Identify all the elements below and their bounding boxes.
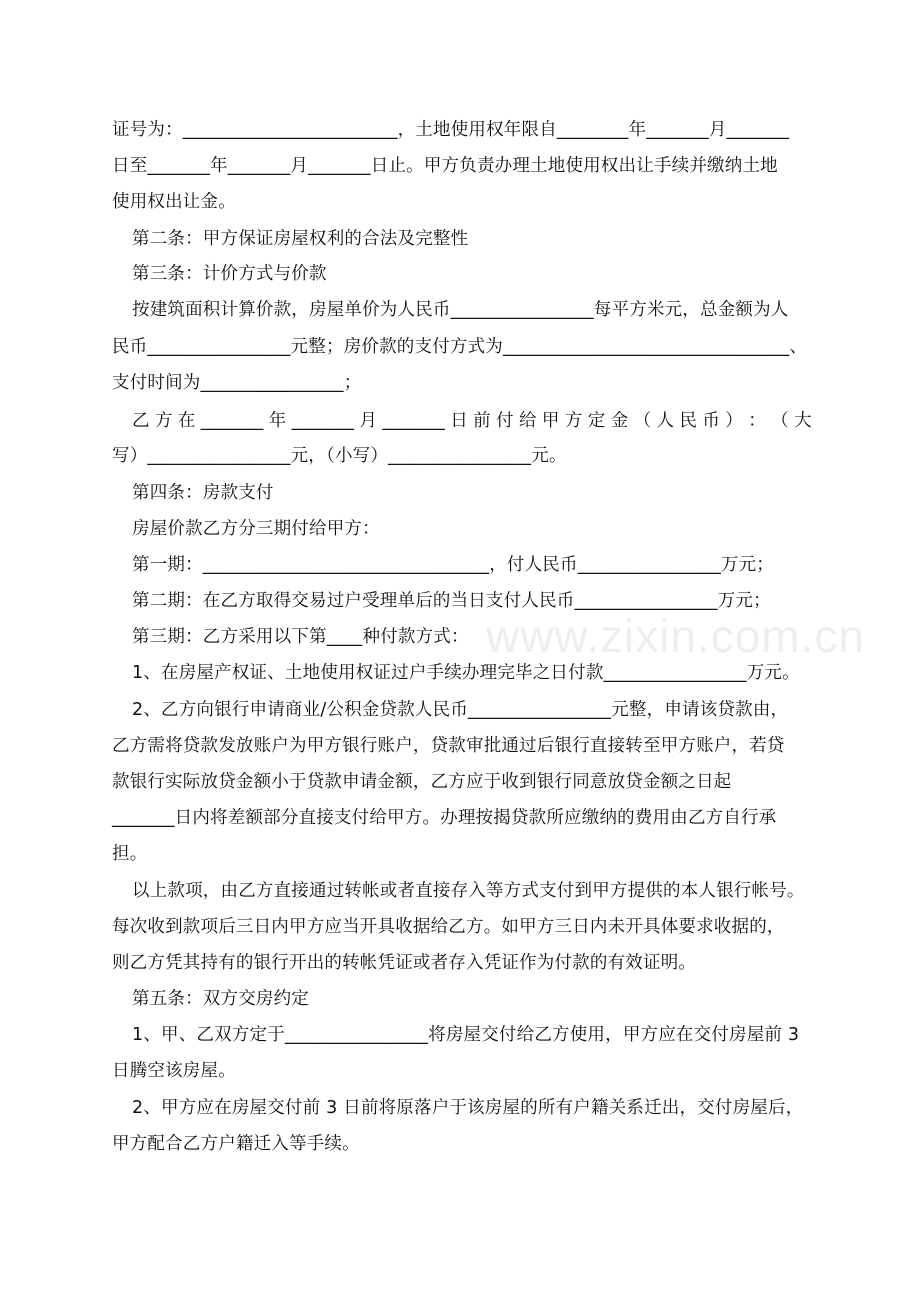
deposit-token: 在 (177, 411, 196, 431)
text-line: 以上款项，由乙方直接通过转帐或者直接存入等方式支付到甲方提供的本人银行帐号。 (132, 881, 805, 901)
deposit-token: 方 (564, 411, 583, 431)
deposit-token: 大 (794, 411, 812, 431)
deposit-token: _______ (382, 411, 446, 431)
deposit-token: 金 (610, 411, 629, 431)
deposit-token: ） (725, 411, 743, 431)
deposit-token: 民 (679, 411, 698, 431)
text-line: 日至_______年_______月_______日止。甲方负责办理土地使用权出让手续并缴纳土地 (112, 156, 778, 176)
text-line: 款银行实际放贷金额小于贷款申请金额，乙方应于收到银行同意放贷金额之日起 (112, 772, 732, 792)
text-line: 担。 (112, 844, 148, 864)
deposit-token: _______ (291, 411, 355, 431)
text-line: 1、在房屋产权证、土地使用权证过户手续办理完毕之日付款________________万元。 (132, 663, 800, 683)
text-line: 2、甲方应在房屋交付前 3 日前将原落户于该房屋的所有户籍关系迁出，交付房屋后， (132, 1098, 804, 1118)
article-heading: 第三条：计价方式与价款 (132, 264, 327, 284)
deposit-token: 月 (359, 411, 378, 431)
deposit-token: （ (633, 411, 652, 431)
deposit-token: 币 (702, 411, 721, 431)
text-line: 第二期：在乙方取得交易过户受理单后的当日支付人民币________________万元； (132, 591, 771, 611)
deposit-token: 付 (496, 411, 514, 431)
text-line: 则乙方凭其持有的银行开出的转帐凭证或者存入凭证作为付款的有效证明。 (112, 953, 697, 973)
text-line: 每次收到款项后三日内甲方应当开具收据给乙方。如甲方三日内未开具体要求收据的， (112, 917, 785, 937)
deposit-token: 定 (587, 411, 606, 431)
text-line: 证号为：________________________，土地使用权年限自________年_______月_______ (112, 120, 790, 140)
deposit-token: 日 (450, 411, 468, 431)
deposit-token: （ (771, 411, 789, 431)
text-line: 民币________________元整；房价款的支付方式为________________________________、 (112, 337, 808, 357)
text-line: 房屋价款乙方分三期付给甲方： (132, 519, 380, 539)
deposit-token: 乙 (132, 411, 150, 431)
text-line: 2、乙方向银行申请商业/公积金贷款人民币________________元整，申请该贷款由， (132, 700, 789, 720)
text-line: 写）________________元，（小写）________________元。 (112, 446, 567, 466)
deposit-token: 前 (473, 411, 491, 431)
text-line: 日腾空该房屋。 (112, 1061, 236, 1081)
deposit-token: 甲 (541, 411, 560, 431)
deposit-token: 方 (154, 411, 173, 431)
article-heading: 第五条：双方交房约定 (132, 989, 309, 1009)
text-line: 第一期：________________________________，付人民币________________万元； (132, 555, 774, 575)
text-line: 第三期：乙方采用以下第____种付款方式： (132, 627, 469, 647)
text-line: 1、甲、乙双方定于________________将房屋交付给乙方使用，甲方应在交付房屋前 3 (132, 1025, 800, 1045)
text-line: 甲方配合乙方户籍迁入等手续。 (112, 1134, 360, 1154)
text-line: _______日内将差额部分直接支付给甲方。办理按揭贷款所应缴纳的费用由乙方自行承 (112, 808, 777, 828)
deposit-token: ： (748, 411, 766, 431)
deposit-token: _______ (200, 411, 264, 431)
deposit-token: 人 (656, 411, 675, 431)
deposit-token: 给 (519, 411, 537, 431)
deposit-line (132, 404, 812, 438)
article-heading: 第二条：甲方保证房屋权利的合法及完整性 (132, 229, 469, 249)
text-line: 使用权出让金。 (112, 192, 236, 212)
watermark: www.zixin.com.cn (486, 610, 865, 662)
text-line: 乙方需将贷款发放账户为甲方银行账户，贷款审批通过后银行直接转至甲方账户，若贷 (112, 736, 785, 756)
article-heading: 第四条：房款支付 (132, 483, 274, 503)
text-line: 按建筑面积计算价款，房屋单价为人民币________________每平方米元，总金额为人 (132, 300, 789, 320)
deposit-token: 年 (268, 411, 287, 431)
text-line: 支付时间为________________； (112, 373, 362, 393)
